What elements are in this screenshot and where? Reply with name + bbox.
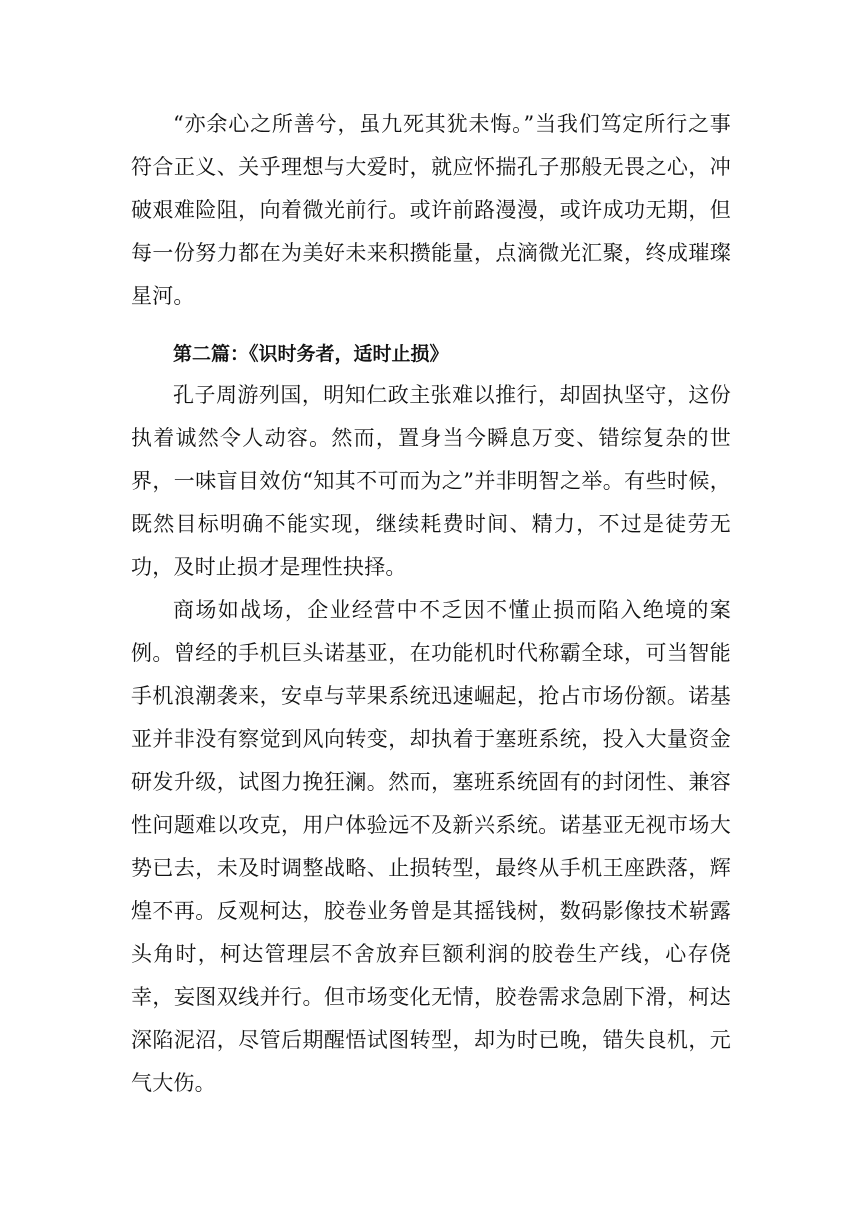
intro-paragraph: “亦余心之所善兮，虽九死其犹未悔。”当我们笃定所行之事符合正义、关乎理想与大爱时，就应怀揣孔子那般无畏之心，冲破艰难险阻，向着微光前行。或许前路漫漫，或许成功无期，但每一份努力都在为美好未来积攒能量，点滴微光汇聚，终成璀璨星河。 (131, 112, 731, 308)
article-title: 第二篇：《识时务者，适时止损》 (173, 343, 449, 365)
body-paragraph-2: 商场如战场，企业经营中不乏因不懂止损而陷入绝境的案例。曾经的手机巨头诺基亚，在功能机时代称霸全球，可当智能手机浪潮袭来，安卓与苹果系统迅速崛起，抢占市场份额。诺基亚并非没有察觉到风向转变，却执着于塞班系统，投入大量资金研发升级，试图力挽狂澜。然而，塞班系统固有的封闭性、兼容性问题难以攻克，用户体验远不及新兴系统。诺基亚无视市场大势已去，未及时调整战略、止损转型，最终从手机王座跌落，辉煌不再。反观柯达，胶卷业务曾是其摇钱树，数码影像技术崭露头角时，柯达管理层不舍放弃巨额利润的胶卷生产线，心存侥幸，妄图双线并行。但市场变化无情，胶卷需求急剧下滑，柯达深陷泥沼，尽管后期醒悟试图转型，却为时已晚，错失良机，元气大伤。 (131, 598, 731, 1095)
body-paragraph-1: 孔子周游列国，明知仁政主张难以推行，却固执坚守，这份执着诚然令人动容。然而，置身当今瞬息万变、错综复杂的世界，一味盲目效仿“知其不可而为之”并非明智之举。有些时候，既然目标明确不能实现，继续耗费时间、精力，不过是徒劳无功，及时止损才是理性抉择。 (131, 383, 731, 579)
article-body (131, 374, 731, 1105)
intro-section (131, 103, 731, 318)
